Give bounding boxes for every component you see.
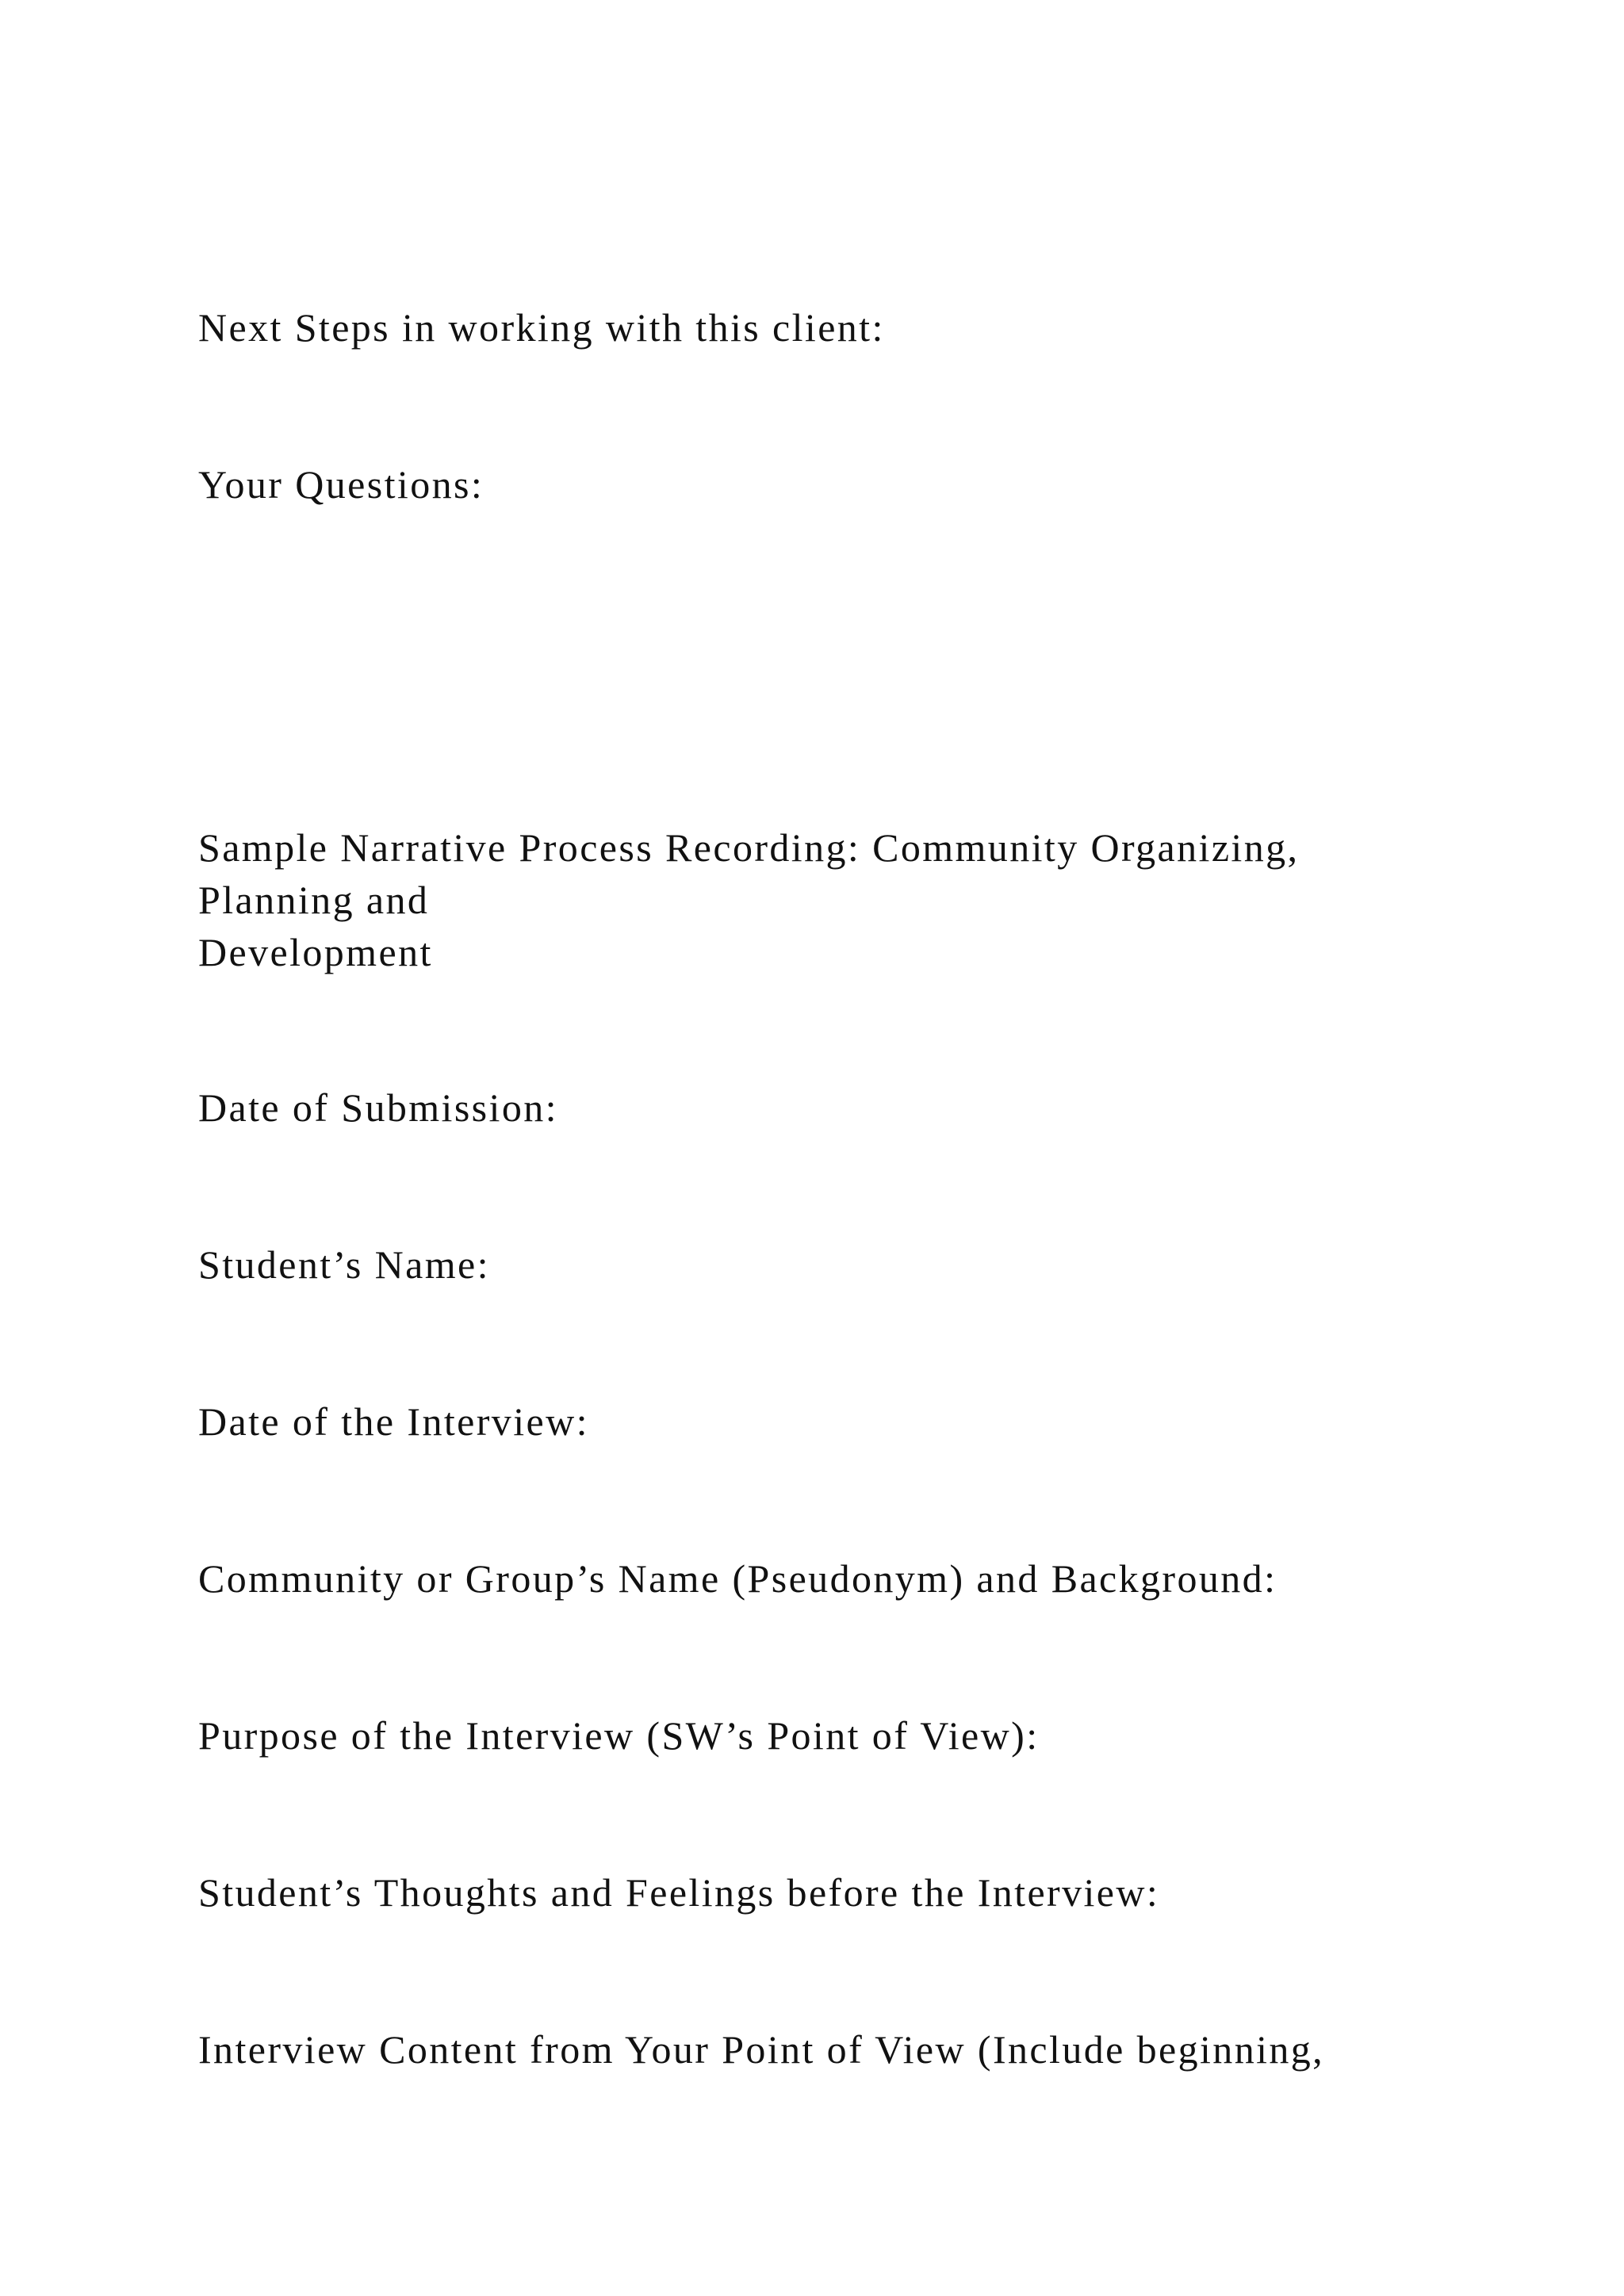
interview-content-label: Interview Content from Your Point of View (Include beginning,: [198, 2027, 1325, 2072]
date-of-submission-label: Date of Submission:: [198, 1085, 558, 1130]
purpose-label: Purpose of the Interview (SW’s Point of View):: [198, 1713, 1040, 1758]
student-name-label: Student’s Name:: [198, 1242, 490, 1287]
next-steps-label: Next Steps in working with this client:: [198, 305, 885, 350]
title-line-3: Development: [198, 930, 433, 974]
your-questions-label: Your Questions:: [198, 462, 485, 507]
date-of-interview-label: Date of the Interview:: [198, 1399, 589, 1444]
title-line-2: Planning and: [198, 878, 430, 922]
title-line-1: Sample Narrative Process Recording: Community Organizing,: [198, 825, 1300, 870]
thoughts-feelings-label: Student’s Thoughts and Feelings before the Interview:: [198, 1870, 1160, 1915]
document-title: [198, 821, 1299, 978]
community-name-label: Community or Group’s Name (Pseudonym) and Background:: [198, 1556, 1277, 1601]
